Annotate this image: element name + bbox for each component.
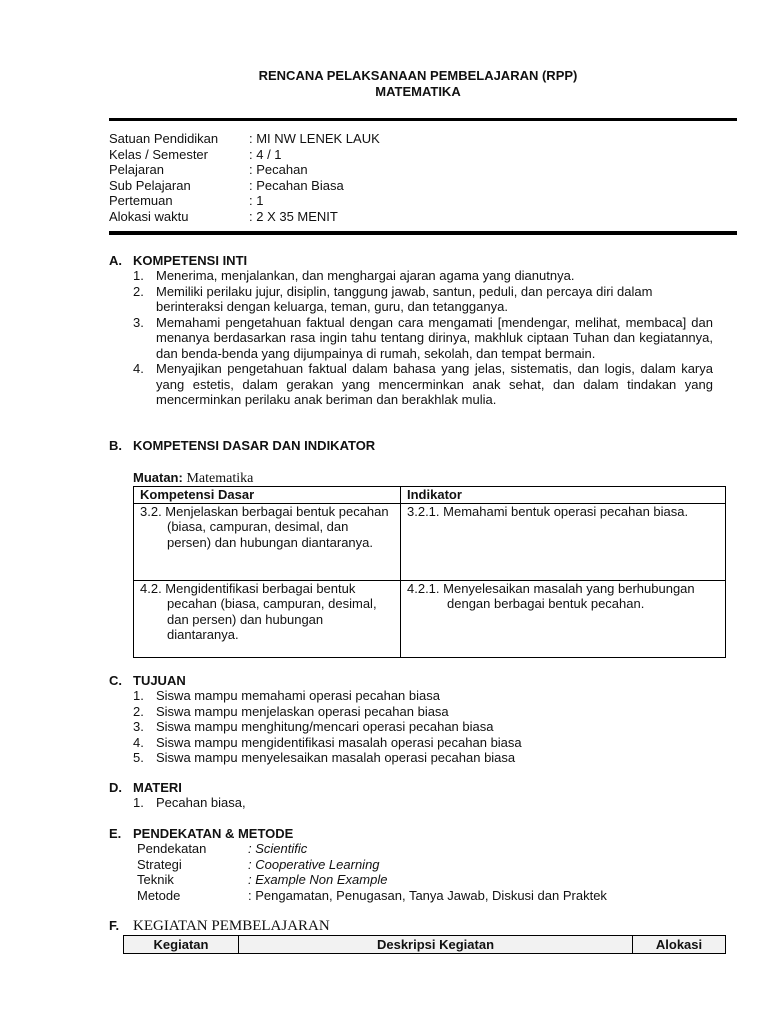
list-item: 4. Siswa mampu mengidentifikasi masalah operasi pecahan biasa	[133, 734, 522, 750]
table-row	[134, 580, 726, 657]
pendekatan-metode-block	[137, 841, 607, 903]
top-rule	[109, 118, 737, 121]
bottom-rule	[109, 231, 737, 235]
column-header: Alokasi	[633, 936, 726, 954]
list-item: 1. Siswa mampu memahami operasi pecahan biasa	[133, 688, 440, 703]
muatan-line: Muatan: Matematika	[133, 470, 254, 486]
info-row: Pertemuan : 1	[109, 193, 264, 208]
section-c-heading: C. TUJUAN	[109, 673, 186, 688]
materi-list	[133, 795, 713, 811]
column-header: Kegiatan	[124, 936, 239, 954]
list-item: 1. Pecahan biasa,	[133, 795, 246, 810]
list-item: 3. Siswa mampu menghitung/mencari operasi pecahan biasa	[133, 719, 494, 734]
section-f-heading: F. KEGIATAN PEMBELAJARAN	[109, 918, 330, 934]
kompetensi-dasar-table	[133, 486, 726, 658]
column-header: Deskripsi Kegiatan	[239, 936, 633, 954]
column-header: Indikator	[401, 487, 726, 504]
list-item: 5. Siswa mampu menyelesaikan masalah operasi pecahan biasa	[133, 750, 516, 765]
table-header-row	[134, 487, 726, 504]
info-row: Alokasi waktu : 2 X 35 MENIT	[109, 208, 338, 224]
list-item: 4. Menyajikan pengetahuan faktual dalam bahasa yang jelas, sistematis, dan logis, dalam karya yang estetis, dalam gerakan yang mencerminkan anak sehat, dan dalam tindakan yang mencerminkan perilaku anak beriman dan berakhlak mulia.	[133, 361, 713, 407]
list-item: 3. Memahami pengetahuan faktual dengan cara mengamati [mendengar, melihat, membaca] dan menanya berdasarkan rasa ingin tahu tentang dirinya, makhluk ciptaan Tuhan dan kegiatannya, dan benda-benda yang dijumpainya di rumah, sekolah, dan tempat bermain.	[133, 314, 713, 361]
section-d-heading: D. MATERI	[109, 780, 182, 795]
table-cell: 4.2.1. Menyelesaikan masalah yang berhubungan dengan berbagai bentuk pecahan.	[401, 580, 726, 657]
title-line-1: RENCANA PELAKSANAAN PEMBELAJARAN (RPP)	[258, 68, 578, 83]
list-item: 2. Memiliki perilaku jujur, disiplin, tanggung jawab, santun, peduli, dan percaya diri dalam berinteraksi dengan keluarga, teman, guru, dan tetangganya.	[133, 283, 653, 314]
identity-block	[109, 131, 380, 224]
kegiatan-table	[123, 935, 726, 954]
kv-row: Pendekatan : Scientific	[137, 841, 308, 856]
table-cell: 4.2. Mengidentifikasi berbagai bentuk pecahan (biasa, campuran, desimal, dan persen) dan hubungan diantaranya.	[134, 580, 401, 657]
info-row: Sub Pelajaran : Pecahan Biasa	[109, 177, 344, 193]
info-row: Pelajaran : Pecahan	[109, 162, 308, 177]
info-row: Kelas / Semester : 4 / 1	[109, 146, 282, 162]
kv-row: Metode : Pengamatan, Penugasan, Tanya Jawab, Diskusi dan Praktek	[137, 887, 607, 903]
table-cell: 3.2. Menjelaskan berbagai bentuk pecahan (biasa, campuran, desimal, dan persen) dan hubungan diantaranya.	[134, 503, 401, 580]
list-item: 1. Menerima, menjalankan, dan menghargai ajaran agama yang dianutnya.	[133, 268, 575, 283]
kompetensi-inti-list	[133, 268, 713, 408]
table-header-row	[124, 936, 726, 954]
table-row	[134, 503, 726, 580]
section-e-heading: E. PENDEKATAN & METODE	[109, 826, 294, 841]
section-a-heading: A. KOMPETENSI INTI	[109, 253, 248, 268]
list-item: 2. Siswa mampu menjelaskan operasi pecahan biasa	[133, 703, 449, 719]
column-header: Kompetensi Dasar	[134, 487, 401, 504]
kv-row: Strategi : Cooperative Learning	[137, 856, 380, 872]
tujuan-list	[133, 688, 713, 766]
table-cell: 3.2.1. Memahami bentuk operasi pecahan biasa.	[401, 503, 726, 580]
section-b-heading: B. KOMPETENSI DASAR DAN INDIKATOR	[109, 438, 376, 453]
info-row: Satuan Pendidikan : MI NW LENEK LAUK	[109, 131, 380, 146]
title-line-2: MATEMATIKA	[375, 84, 461, 99]
kv-row: Teknik : Example Non Example	[137, 872, 388, 887]
document-title	[0, 68, 768, 100]
